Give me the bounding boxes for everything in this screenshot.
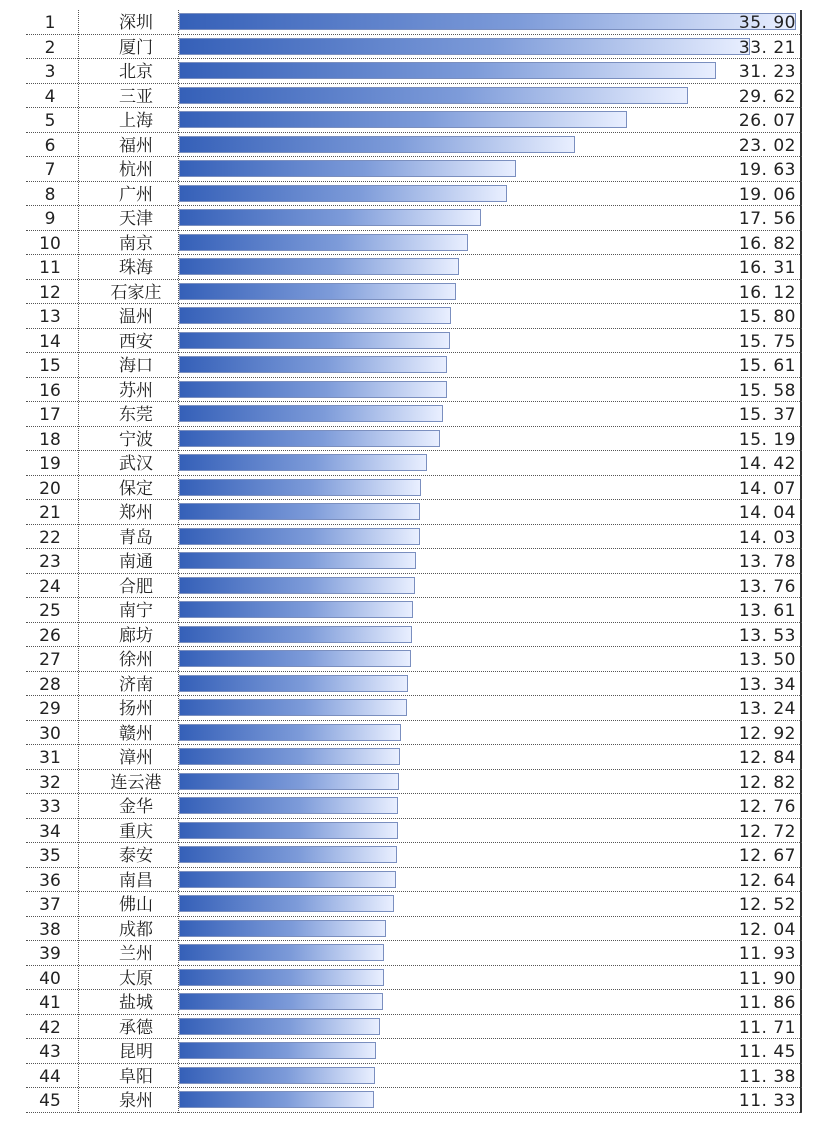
chart-row bbox=[26, 990, 802, 1015]
chart-row bbox=[26, 941, 802, 966]
city-label: 金华 bbox=[119, 797, 153, 817]
value-label: 29. 62 bbox=[738, 86, 796, 107]
chart-row bbox=[26, 500, 802, 525]
value-label: 12. 84 bbox=[738, 748, 796, 768]
chart-row bbox=[26, 10, 802, 35]
city-label: 承德 bbox=[119, 1017, 153, 1038]
rank-label: 45 bbox=[39, 1091, 61, 1111]
value-bar bbox=[179, 797, 398, 814]
value-bar bbox=[179, 283, 456, 300]
rank-label: 20 bbox=[39, 478, 61, 499]
value-label: 13. 24 bbox=[738, 699, 796, 719]
value-label: 16. 31 bbox=[738, 258, 796, 278]
value-bar bbox=[179, 626, 412, 643]
city-label: 宁波 bbox=[119, 429, 153, 450]
chart-row bbox=[26, 35, 802, 60]
chart-row bbox=[26, 378, 802, 403]
chart-rows bbox=[26, 10, 802, 1113]
value-label: 31. 23 bbox=[738, 62, 796, 82]
value-bar bbox=[179, 258, 459, 275]
value-label: 12. 04 bbox=[738, 919, 796, 940]
rank-label: 18 bbox=[39, 429, 61, 450]
city-label: 南昌 bbox=[119, 870, 153, 891]
city-label: 赣州 bbox=[119, 723, 153, 744]
value-bar bbox=[179, 822, 398, 839]
rank-label: 28 bbox=[39, 674, 61, 695]
value-label: 12. 52 bbox=[738, 895, 796, 915]
rank-label: 10 bbox=[39, 233, 61, 254]
city-label: 石家庄 bbox=[110, 282, 162, 303]
value-bar bbox=[179, 675, 408, 692]
rank-label: 22 bbox=[39, 527, 61, 548]
rank-label: 41 bbox=[39, 993, 61, 1013]
value-bar bbox=[179, 405, 443, 422]
city-label: 西安 bbox=[119, 331, 153, 352]
city-label: 成都 bbox=[119, 919, 153, 940]
rank-label: 12 bbox=[39, 282, 61, 303]
value-bar bbox=[179, 871, 396, 888]
chart-row bbox=[26, 231, 802, 256]
chart-row bbox=[26, 1064, 802, 1089]
city-label: 天津 bbox=[119, 209, 153, 229]
chart-row bbox=[26, 182, 802, 207]
rank-label: 35 bbox=[39, 846, 61, 866]
rank-label: 17 bbox=[39, 405, 61, 425]
chart-row bbox=[26, 1039, 802, 1064]
rank-label: 1 bbox=[44, 13, 56, 33]
rank-label: 19 bbox=[39, 454, 61, 474]
rank-label: 36 bbox=[39, 870, 61, 891]
value-bar bbox=[179, 111, 627, 128]
city-bar-chart bbox=[26, 10, 802, 1113]
rank-label: 24 bbox=[39, 576, 61, 597]
rank-label: 16 bbox=[39, 380, 61, 401]
city-label: 三亚 bbox=[119, 86, 153, 107]
value-bar bbox=[179, 773, 399, 790]
chart-row bbox=[26, 59, 802, 84]
value-label: 12. 76 bbox=[738, 797, 796, 817]
value-bar bbox=[179, 969, 384, 986]
rank-label: 43 bbox=[39, 1042, 61, 1062]
value-bar bbox=[179, 577, 415, 594]
city-label: 北京 bbox=[119, 62, 153, 82]
city-label: 徐州 bbox=[119, 650, 153, 670]
value-bar bbox=[179, 1091, 374, 1108]
chart-row bbox=[26, 549, 802, 574]
rank-label: 2 bbox=[44, 37, 56, 58]
rank-label: 13 bbox=[39, 307, 61, 327]
city-label: 南通 bbox=[119, 552, 153, 572]
chart-row bbox=[26, 255, 802, 280]
city-label: 南京 bbox=[119, 233, 153, 254]
value-bar bbox=[179, 1018, 380, 1035]
value-label: 11. 33 bbox=[738, 1091, 796, 1111]
city-label: 广州 bbox=[119, 184, 153, 205]
city-label: 盐城 bbox=[119, 993, 153, 1013]
city-label: 扬州 bbox=[119, 699, 153, 719]
value-bar bbox=[179, 38, 750, 55]
city-label: 苏州 bbox=[119, 380, 153, 401]
value-label: 12. 82 bbox=[738, 772, 796, 793]
city-label: 廊坊 bbox=[119, 625, 153, 646]
chart-row bbox=[26, 427, 802, 452]
rank-label: 15 bbox=[39, 356, 61, 376]
chart-row bbox=[26, 329, 802, 354]
rank-label: 29 bbox=[39, 699, 61, 719]
chart-row bbox=[26, 647, 802, 672]
value-bar bbox=[179, 528, 420, 545]
value-bar bbox=[179, 1042, 376, 1059]
value-bar bbox=[179, 356, 447, 373]
rank-label: 31 bbox=[39, 748, 61, 768]
rank-label: 32 bbox=[39, 772, 61, 793]
rank-label: 8 bbox=[44, 184, 56, 205]
city-label: 武汉 bbox=[119, 454, 153, 474]
value-bar bbox=[179, 699, 407, 716]
value-label: 23. 02 bbox=[738, 135, 796, 156]
chart-row bbox=[26, 819, 802, 844]
value-label: 16. 12 bbox=[738, 282, 796, 303]
chart-row bbox=[26, 966, 802, 991]
rank-label: 37 bbox=[39, 895, 61, 915]
value-bar bbox=[179, 87, 688, 104]
value-label: 11. 90 bbox=[738, 968, 796, 989]
city-label: 重庆 bbox=[119, 821, 153, 842]
chart-row bbox=[26, 157, 802, 182]
rank-label: 26 bbox=[39, 625, 61, 646]
value-label: 12. 72 bbox=[738, 821, 796, 842]
city-label: 青岛 bbox=[119, 527, 153, 548]
value-label: 17. 56 bbox=[738, 209, 796, 229]
city-label: 南宁 bbox=[119, 601, 153, 621]
rank-label: 21 bbox=[39, 503, 61, 523]
rank-label: 6 bbox=[44, 135, 56, 156]
value-label: 15. 37 bbox=[738, 405, 796, 425]
rank-label: 39 bbox=[39, 944, 61, 964]
value-bar bbox=[179, 381, 447, 398]
value-bar bbox=[179, 454, 427, 471]
value-bar bbox=[179, 13, 796, 30]
value-label: 14. 04 bbox=[738, 503, 796, 523]
chart-row bbox=[26, 917, 802, 942]
value-bar bbox=[179, 160, 516, 177]
chart-row bbox=[26, 598, 802, 623]
value-bar bbox=[179, 209, 481, 226]
chart-row bbox=[26, 206, 802, 231]
rank-label: 34 bbox=[39, 821, 61, 842]
city-label: 杭州 bbox=[119, 160, 153, 180]
city-label: 佛山 bbox=[119, 895, 153, 915]
value-label: 14. 03 bbox=[738, 527, 796, 548]
value-label: 11. 86 bbox=[738, 993, 796, 1013]
value-label: 12. 92 bbox=[738, 723, 796, 744]
city-label: 福州 bbox=[119, 135, 153, 156]
chart-row bbox=[26, 770, 802, 795]
chart-row bbox=[26, 794, 802, 819]
chart-row bbox=[26, 84, 802, 109]
chart-row bbox=[26, 1088, 802, 1113]
value-bar bbox=[179, 650, 411, 667]
value-bar bbox=[179, 332, 450, 349]
chart-row bbox=[26, 574, 802, 599]
value-label: 13. 34 bbox=[738, 674, 796, 695]
value-label: 13. 78 bbox=[738, 552, 796, 572]
value-label: 19. 06 bbox=[738, 184, 796, 205]
chart-row bbox=[26, 623, 802, 648]
rank-label: 30 bbox=[39, 723, 61, 744]
chart-row bbox=[26, 451, 802, 476]
value-label: 16. 82 bbox=[738, 233, 796, 254]
rank-label: 44 bbox=[39, 1066, 61, 1087]
city-label: 兰州 bbox=[119, 944, 153, 964]
value-bar bbox=[179, 920, 386, 937]
rank-label: 4 bbox=[44, 86, 56, 107]
rank-label: 38 bbox=[39, 919, 61, 940]
city-label: 连云港 bbox=[110, 772, 162, 793]
city-label: 漳州 bbox=[119, 748, 153, 768]
value-bar bbox=[179, 62, 716, 79]
rank-label: 3 bbox=[44, 62, 56, 82]
city-label: 泰安 bbox=[119, 846, 153, 866]
chart-row bbox=[26, 353, 802, 378]
value-label: 15. 80 bbox=[738, 307, 796, 327]
value-bar bbox=[179, 993, 383, 1010]
value-label: 12. 67 bbox=[738, 846, 796, 866]
rank-label: 40 bbox=[39, 968, 61, 989]
city-label: 温州 bbox=[119, 307, 153, 327]
value-label: 11. 71 bbox=[738, 1017, 796, 1038]
value-bar bbox=[179, 944, 384, 961]
city-label: 海口 bbox=[119, 356, 153, 376]
value-bar bbox=[179, 846, 397, 863]
chart-row bbox=[26, 402, 802, 427]
chart-row bbox=[26, 745, 802, 770]
city-label: 泉州 bbox=[119, 1091, 153, 1111]
rank-label: 25 bbox=[39, 601, 61, 621]
city-label: 阜阳 bbox=[119, 1066, 153, 1087]
chart-row bbox=[26, 133, 802, 158]
value-label: 12. 64 bbox=[738, 870, 796, 891]
value-label: 14. 07 bbox=[738, 478, 796, 499]
value-bar bbox=[179, 234, 468, 251]
city-label: 保定 bbox=[119, 478, 153, 499]
chart-row bbox=[26, 868, 802, 893]
value-label: 19. 63 bbox=[738, 160, 796, 180]
city-label: 太原 bbox=[119, 968, 153, 989]
city-label: 郑州 bbox=[119, 503, 153, 523]
city-label: 上海 bbox=[119, 111, 153, 131]
value-label: 13. 76 bbox=[738, 576, 796, 597]
chart-row bbox=[26, 525, 802, 550]
chart-row bbox=[26, 304, 802, 329]
value-bar bbox=[179, 895, 394, 912]
value-label: 14. 42 bbox=[738, 454, 796, 474]
rank-label: 23 bbox=[39, 552, 61, 572]
value-label: 15. 58 bbox=[738, 380, 796, 401]
city-label: 昆明 bbox=[119, 1042, 153, 1062]
value-bar bbox=[179, 601, 413, 618]
value-label: 13. 50 bbox=[738, 650, 796, 670]
value-label: 11. 93 bbox=[738, 944, 796, 964]
value-label: 26. 07 bbox=[738, 111, 796, 131]
chart-row bbox=[26, 476, 802, 501]
chart-row bbox=[26, 280, 802, 305]
rank-label: 7 bbox=[44, 160, 56, 180]
rank-label: 33 bbox=[39, 797, 61, 817]
value-label: 15. 75 bbox=[738, 331, 796, 352]
chart-row bbox=[26, 672, 802, 697]
city-label: 深圳 bbox=[119, 13, 153, 33]
value-bar bbox=[179, 136, 575, 153]
rank-label: 27 bbox=[39, 650, 61, 670]
value-label: 11. 38 bbox=[738, 1066, 796, 1087]
chart-row bbox=[26, 696, 802, 721]
value-label: 35. 90 bbox=[738, 13, 796, 33]
city-label: 珠海 bbox=[119, 258, 153, 278]
value-bar bbox=[179, 479, 421, 496]
chart-row bbox=[26, 892, 802, 917]
value-bar bbox=[179, 552, 416, 569]
chart-row bbox=[26, 721, 802, 746]
chart-row bbox=[26, 843, 802, 868]
chart-row bbox=[26, 108, 802, 133]
value-label: 15. 61 bbox=[738, 356, 796, 376]
value-bar bbox=[179, 185, 507, 202]
rank-label: 14 bbox=[39, 331, 61, 352]
rank-label: 42 bbox=[39, 1017, 61, 1038]
rank-label: 11 bbox=[39, 258, 61, 278]
value-bar bbox=[179, 1067, 375, 1084]
value-bar bbox=[179, 724, 401, 741]
value-bar bbox=[179, 307, 451, 324]
value-label: 33. 21 bbox=[738, 37, 796, 58]
city-label: 济南 bbox=[119, 674, 153, 695]
chart-row bbox=[26, 1015, 802, 1040]
rank-label: 9 bbox=[44, 209, 56, 229]
value-bar bbox=[179, 748, 400, 765]
value-bar bbox=[179, 430, 440, 447]
value-label: 15. 19 bbox=[738, 429, 796, 450]
value-label: 13. 53 bbox=[738, 625, 796, 646]
value-bar bbox=[179, 503, 420, 520]
city-label: 厦门 bbox=[119, 37, 153, 58]
city-label: 东莞 bbox=[119, 405, 153, 425]
value-label: 11. 45 bbox=[738, 1042, 796, 1062]
rank-label: 5 bbox=[44, 111, 56, 131]
value-label: 13. 61 bbox=[738, 601, 796, 621]
city-label: 合肥 bbox=[119, 576, 153, 597]
